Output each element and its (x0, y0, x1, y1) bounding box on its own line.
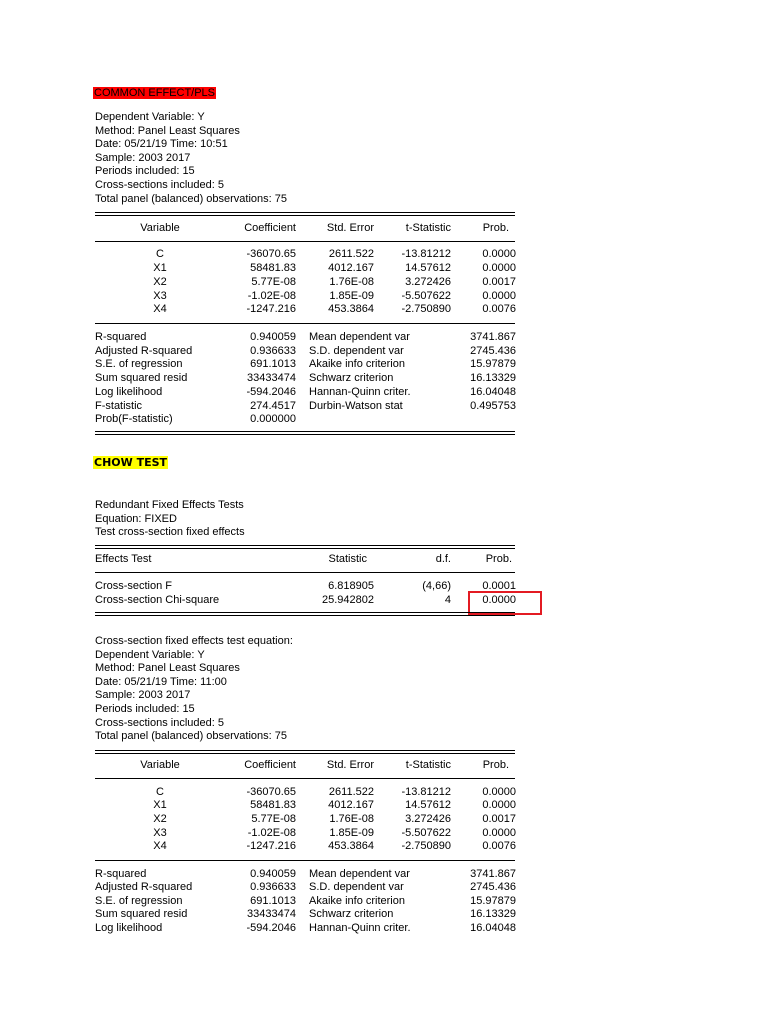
info-line: Cross-section fixed effects test equation: (95, 635, 293, 647)
stat-value: -594.2046 (246, 386, 296, 398)
stat-label: Durbin-Watson stat (309, 400, 403, 412)
info-line: Method: Panel Least Squares (95, 124, 240, 137)
cell-df: (4,66) (422, 580, 451, 592)
stat-value: 3741.867 (470, 331, 516, 343)
stat-value: 691.1013 (250, 895, 296, 907)
table-bottom-rule (95, 612, 515, 613)
stat-value: -594.2046 (246, 922, 296, 934)
stat-value: 15.97879 (470, 358, 516, 370)
stat-value: 274.4517 (250, 400, 296, 412)
table-mid-rule (95, 860, 515, 861)
cell-variable: X4 (153, 303, 167, 315)
stat-value: 33433474 (247, 908, 296, 920)
cell-t-statistic: -2.750890 (401, 840, 451, 852)
cell-std-error: 1.85E-09 (329, 290, 374, 302)
cell-coefficient: 5.77E-08 (251, 813, 296, 825)
header-variable: Variable (140, 222, 180, 234)
stat-label: Sum squared resid (95, 372, 188, 384)
table-header-rule (95, 572, 515, 573)
header-std-error: Std. Error (326, 759, 374, 771)
table-header-rule (95, 778, 515, 779)
stat-value: 2745.436 (470, 881, 516, 893)
stat-value: 16.04048 (470, 922, 516, 934)
info-line: Periods included: 15 (95, 702, 195, 715)
header-effects-test: Effects Test (95, 553, 152, 565)
stat-label: Hannan-Quinn criter. (309, 922, 411, 934)
info-line: Dependent Variable: Y (95, 648, 205, 661)
cell-variable: X1 (153, 262, 167, 274)
cell-t-statistic: 14.57612 (405, 799, 451, 811)
stat-label: F-statistic (95, 400, 143, 412)
info-line: Cross-sections included: 5 (95, 716, 225, 729)
stat-label: Adjusted R-squared (95, 345, 193, 357)
stat-label: Akaike info criterion (309, 895, 405, 907)
stat-label: Sum squared resid (95, 908, 188, 920)
table-top-rule (95, 545, 515, 546)
stat-label: Prob(F-statistic) (95, 413, 173, 425)
cell-std-error: 2611.522 (328, 248, 374, 260)
header-prob: Prob. (482, 759, 509, 771)
cell-variable: X3 (153, 290, 167, 302)
cell-prob: 0.0017 (482, 813, 516, 825)
stat-label: Hannan-Quinn criter. (309, 386, 411, 398)
header-t-statistic: t-Statistic (405, 222, 451, 234)
cell-t-statistic: -13.81212 (401, 248, 451, 260)
cell-prob: 0.0076 (482, 303, 516, 315)
stat-label: R-squared (95, 868, 147, 880)
cell-statistic: 25.942802 (322, 594, 374, 606)
info-line: Test cross-section fixed effects (95, 526, 245, 539)
header-prob: Prob. (482, 222, 509, 234)
cell-std-error: 1.76E-08 (329, 276, 374, 288)
cell-t-statistic: -5.507622 (401, 827, 451, 839)
cell-coefficient: -1.02E-08 (247, 827, 296, 839)
section2-info (95, 499, 245, 540)
cell-t-statistic: -5.507622 (401, 290, 451, 302)
cell-std-error: 4012.167 (328, 262, 374, 274)
cell-prob: 0.0000 (482, 827, 516, 839)
header-std-error: Std. Error (326, 222, 374, 234)
stat-value: 16.13329 (470, 908, 516, 920)
stat-label: S.D. dependent var (309, 881, 404, 893)
stat-label: Log likelihood (95, 386, 163, 398)
table-bottom-rule (95, 431, 515, 432)
header-t-statistic: t-Statistic (405, 759, 451, 771)
cell-effects-test: Cross-section F (95, 580, 173, 592)
info-line: Method: Panel Least Squares (95, 662, 240, 675)
section2-heading: CHOW TEST (94, 456, 168, 469)
stat-value: 691.1013 (250, 358, 296, 370)
info-line: Total panel (balanced) observations: 75 (95, 730, 288, 743)
cell-prob: 0.0000 (482, 594, 516, 606)
header-df: d.f. (435, 553, 451, 565)
info-line: Date: 05/21/19 Time: 10:51 (95, 138, 228, 151)
cell-std-error: 453.3864 (328, 840, 374, 852)
header-prob: Prob. (485, 553, 512, 565)
cell-coefficient: -1247.216 (246, 303, 296, 315)
cell-coefficient: -1.02E-08 (247, 290, 296, 302)
cell-prob: 0.0000 (482, 786, 516, 798)
cell-t-statistic: 3.272426 (405, 813, 451, 825)
stat-label: Mean dependent var (309, 868, 410, 880)
cell-std-error: 4012.167 (328, 799, 374, 811)
info-line: Total panel (balanced) observations: 75 (95, 192, 288, 205)
cell-statistic: 6.818905 (328, 580, 374, 592)
cell-prob: 0.0001 (482, 580, 516, 592)
table-top-rule (95, 212, 515, 213)
cell-df: 4 (444, 594, 451, 606)
cell-coefficient: 58481.83 (250, 799, 296, 811)
stat-value: 0.936633 (250, 345, 296, 357)
section1-heading: COMMON EFFECT/PLS (94, 87, 216, 99)
cell-std-error: 453.3864 (328, 303, 374, 315)
cell-std-error: 1.85E-09 (329, 827, 374, 839)
cell-t-statistic: -13.81212 (401, 786, 451, 798)
cell-prob: 0.0076 (482, 840, 516, 852)
info-line: Date: 05/21/19 Time: 11:00 (95, 675, 227, 688)
header-statistic: Statistic (328, 553, 367, 565)
info-line: Equation: FIXED (95, 512, 177, 525)
cell-t-statistic: 14.57612 (405, 262, 451, 274)
stat-label: S.D. dependent var (309, 345, 404, 357)
cell-prob: 0.0017 (482, 276, 516, 288)
stat-label: Akaike info criterion (309, 358, 405, 370)
stat-value: 0.940059 (250, 868, 296, 880)
table-top-rule (95, 753, 515, 754)
cell-coefficient: 58481.83 (250, 262, 296, 274)
info-line: Cross-sections included: 5 (95, 178, 225, 191)
info-line: Sample: 2003 2017 (95, 689, 191, 702)
table-top-rule (95, 548, 515, 549)
info-line: Sample: 2003 2017 (95, 151, 191, 164)
stat-value: 3741.867 (470, 868, 516, 880)
cell-t-statistic: 3.272426 (405, 276, 451, 288)
stat-value: 0.936633 (250, 881, 296, 893)
info-line: Periods included: 15 (95, 165, 195, 178)
cell-coefficient: 5.77E-08 (251, 276, 296, 288)
cell-variable: X4 (153, 840, 167, 852)
header-coefficient: Coefficient (244, 222, 296, 234)
stat-value: 33433474 (247, 372, 296, 384)
cell-variable: X2 (153, 813, 167, 825)
stat-value: 16.04048 (470, 386, 516, 398)
info-line: Redundant Fixed Effects Tests (95, 499, 244, 511)
cell-coefficient: -1247.216 (246, 840, 296, 852)
stat-label: S.E. of regression (95, 358, 183, 370)
table-top-rule (95, 750, 515, 751)
stat-value: 0.000000 (250, 413, 296, 425)
cell-variable: X3 (153, 827, 167, 839)
section1-info (95, 111, 287, 206)
stat-value: 16.13329 (470, 372, 516, 384)
cell-variable: X1 (153, 799, 167, 811)
cell-variable: C (156, 248, 164, 260)
cell-prob: 0.0000 (482, 248, 516, 260)
header-variable: Variable (140, 759, 180, 771)
section3-info (95, 635, 293, 744)
cell-coefficient: -36070.65 (246, 248, 296, 260)
stat-label: R-squared (95, 331, 147, 343)
header-coefficient: Coefficient (244, 759, 296, 771)
table-header-rule (95, 241, 515, 242)
stat-label: Adjusted R-squared (95, 881, 193, 893)
cell-variable: C (156, 786, 164, 798)
table-mid-rule (95, 323, 515, 324)
stat-label: Schwarz criterion (309, 372, 394, 384)
cell-std-error: 2611.522 (328, 786, 374, 798)
cell-prob: 0.0000 (482, 799, 516, 811)
stat-value: 15.97879 (470, 895, 516, 907)
cell-coefficient: -36070.65 (246, 786, 296, 798)
stat-label: Schwarz criterion (309, 908, 394, 920)
cell-effects-test: Cross-section Chi-square (95, 594, 220, 606)
cell-prob: 0.0000 (482, 262, 516, 274)
stat-value: 0.940059 (250, 331, 296, 343)
cell-std-error: 1.76E-08 (329, 813, 374, 825)
table-bottom-rule (95, 615, 515, 616)
cell-t-statistic: -2.750890 (401, 303, 451, 315)
cell-variable: X2 (153, 276, 167, 288)
table-top-rule (95, 215, 515, 216)
stat-value: 2745.436 (470, 345, 516, 357)
stat-value: 0.495753 (470, 400, 516, 412)
table-bottom-rule (95, 434, 515, 435)
info-line: Dependent Variable: Y (95, 111, 205, 123)
stat-label: S.E. of regression (95, 895, 183, 907)
cell-prob: 0.0000 (482, 290, 516, 302)
stat-label: Log likelihood (95, 922, 163, 934)
stat-label: Mean dependent var (309, 331, 410, 343)
